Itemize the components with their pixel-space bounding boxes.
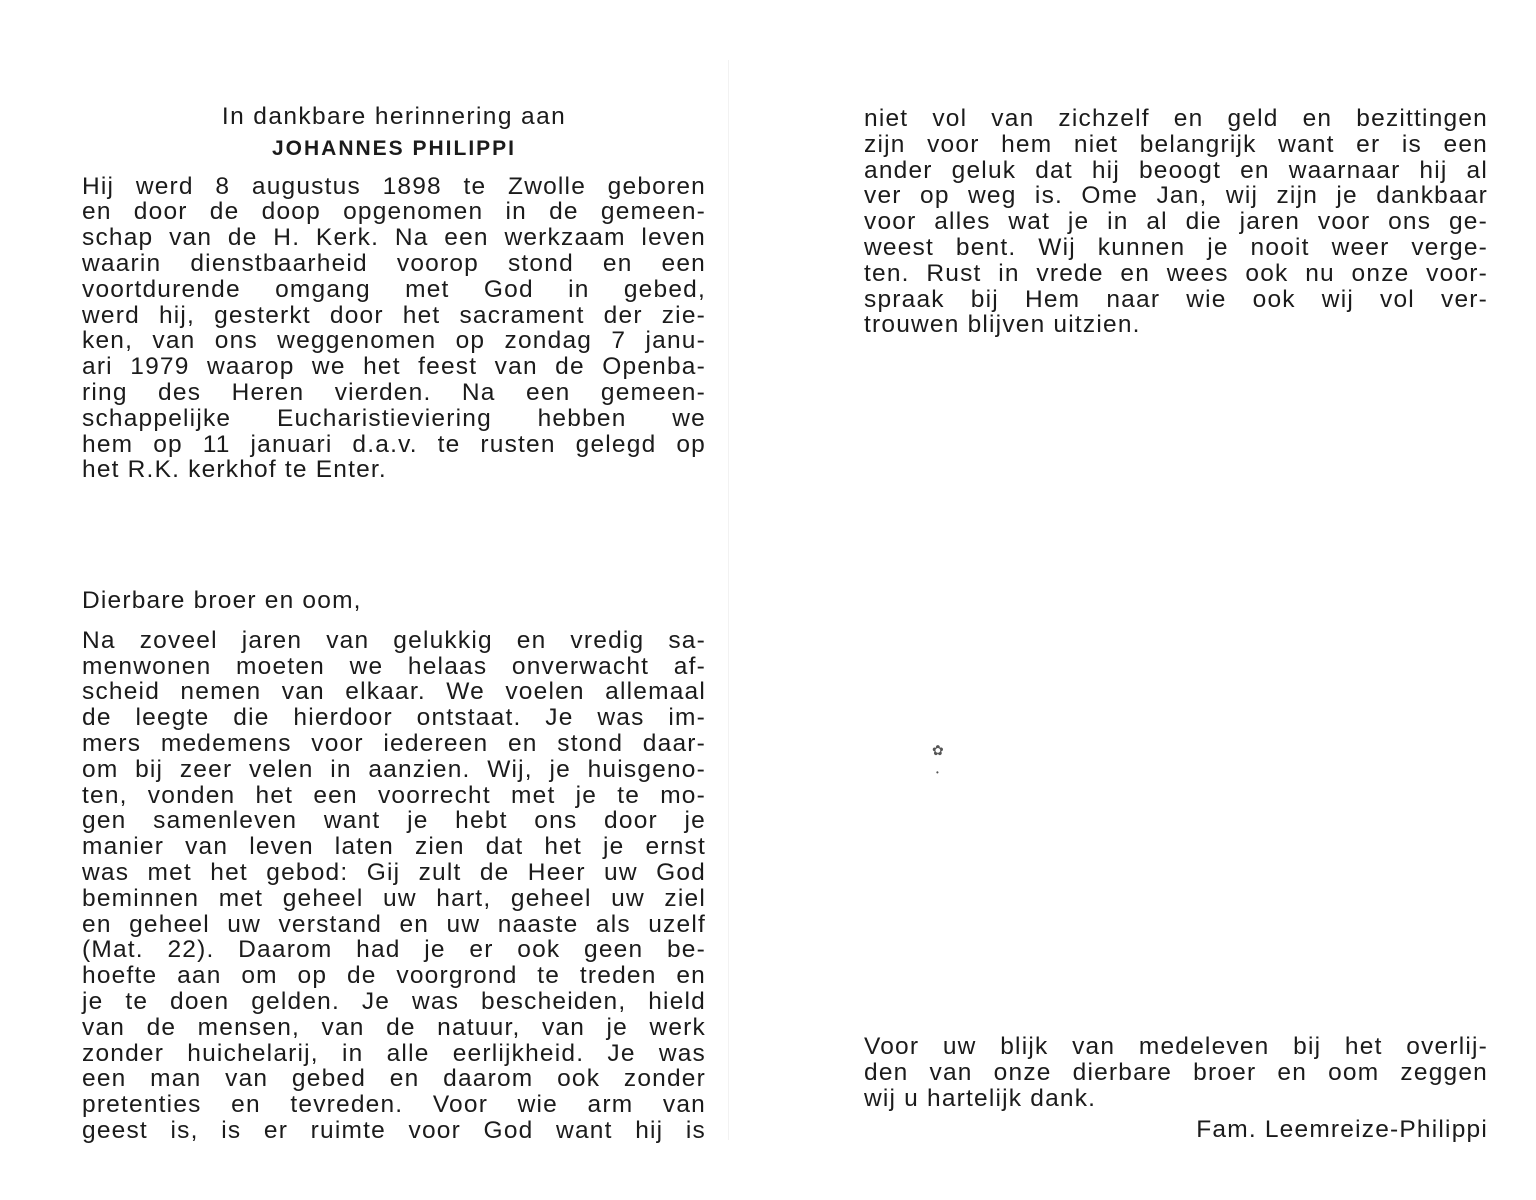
letter-section-left (82, 588, 706, 1144)
letter-line: ander geluk dat hij beoogt en waarnaar hij al (864, 156, 1488, 184)
letter-line: was met het gebod: Gij zult de Heer uw God (82, 858, 706, 886)
memorial-heading: In dankbare herinnering aan (221, 103, 567, 130)
biography-line: ring des Heren vierden. Na een gemeen- (82, 378, 706, 406)
biography-line: hem op 11 januari d.a.v. te rusten gelegd op (82, 430, 706, 458)
letter-line: weest bent. Wij kunnen je nooit weer verge- (864, 233, 1488, 261)
biography-line: Hij werd 8 augustus 1898 te Zwolle geboren (82, 172, 706, 200)
letter-line: zijn voor hem niet belangrijk want er is een (864, 130, 1488, 158)
letter-line: hoefte aan om op de voorgrond te treden en (82, 962, 706, 990)
biography-line: werd hij, gesterkt door het sacrament der zie- (82, 301, 706, 329)
letter-section-right (864, 106, 1488, 338)
family-signature: Fam. Leemreize-Philippi (1196, 1116, 1488, 1144)
letter-line: de leegte die hierdoor ontstaat. Je was im- (82, 704, 706, 732)
letter-line: om bij zeer velen in aanzien. Wij, je huisgeno- (82, 755, 706, 783)
letter-line: ten, vonden het een voorrecht met je te mo- (82, 781, 706, 809)
letter-line: ver op weg is. Ome Jan, wij zijn je dankbaar (864, 182, 1488, 210)
letter-salutation: Dierbare broer en oom, (82, 587, 362, 614)
letter-line: spraak bij Hem naar wie ook wij vol ver- (864, 285, 1488, 313)
letter-line: beminnen met geheel uw hart, geheel uw ziel (82, 884, 706, 912)
letter-line: en geheel uw verstand en uw naaste als uzelf (82, 910, 706, 938)
letter-line: ten. Rust in vrede en wees ook nu onze voor- (864, 259, 1488, 287)
biography-line: ken, van ons weggenomen op zondag 7 janu- (82, 327, 706, 355)
letter-line: scheid nemen van elkaar. We voelen allemaal (82, 678, 706, 706)
thanks-section (864, 1034, 1488, 1143)
biography-line: en door de doop opgenomen in de gemeen- (82, 198, 706, 226)
biography-line: het R.K. kerkhof te Enter. (82, 456, 387, 484)
letter-line: niet vol van zichzelf en geld en bezittingen (864, 105, 1488, 132)
thanks-line: den van onze dierbare broer en oom zeggen (864, 1058, 1488, 1086)
letter-line: (Mat. 22). Daarom had je er ook geen be- (82, 936, 706, 964)
letter-line: trouwen blijven uitzien. (864, 311, 1141, 339)
print-speck: ✿ (932, 742, 944, 758)
letter-line: Na zoveel jaren van gelukkig en vredig sa- (82, 626, 706, 654)
letter-line: gen samenleven want je hebt ons door je (82, 807, 706, 835)
thanks-line: Voor uw blijk van medeleven bij het overlij- (864, 1033, 1488, 1060)
biography-line: ari 1979 waarop we het feest van de Openba- (82, 353, 706, 381)
letter-line: manier van leven laten zien dat het je ernst (82, 833, 706, 861)
letter-line: menwonen moeten we helaas onverwacht af- (82, 652, 706, 680)
letter-line: van de mensen, van de natuur, van je werk (82, 1013, 706, 1041)
letter-line: geest is, is er ruimte voor God want hij is (82, 1116, 706, 1144)
thanks-line: wij u hartelijk dank. (864, 1084, 1097, 1112)
biography-line: voortdurende omgang met God in gebed, (82, 275, 706, 303)
biography-section (82, 104, 706, 483)
biography-text (82, 174, 706, 484)
letter-text-left (82, 628, 706, 1144)
biography-line: waarin dienstbaarheid voorop stond en een (82, 249, 706, 277)
letter-line: pretenties en tevreden. Voor wie arm van (82, 1091, 706, 1119)
deceased-name: JOHANNES PHILIPPI (271, 136, 517, 160)
biography-line: schap van de H. Kerk. Na een werkzaam leven (82, 224, 706, 252)
biography-line: schappelijke Eucharistieviering hebben we (82, 404, 706, 432)
letter-line: zonder huichelarij, in alle eerlijkheid. Je was (82, 1039, 706, 1067)
letter-line: een man van gebed en daarom ook zonder (82, 1065, 706, 1093)
letter-line: je te doen gelden. Je was bescheiden, hield (82, 987, 706, 1015)
print-speck: • (936, 768, 939, 777)
center-fold (728, 60, 729, 1140)
letter-line: mers medemens voor iedereen en stond daar- (82, 729, 706, 757)
letter-line: voor alles wat je in al die jaren voor ons ge- (864, 208, 1488, 236)
